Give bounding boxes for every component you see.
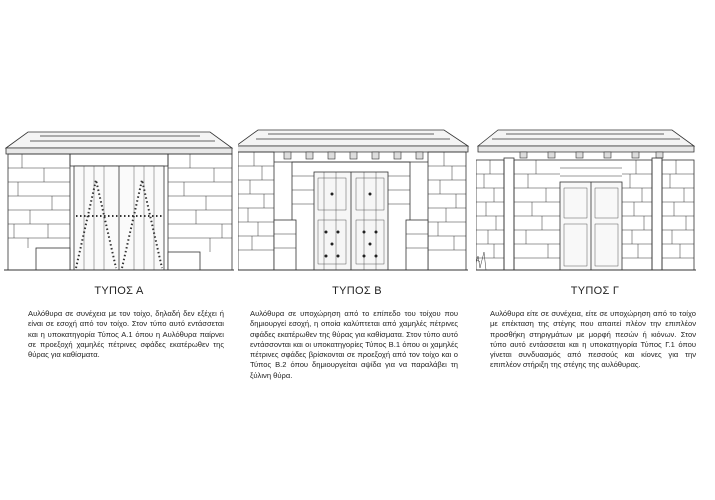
- gate-drawing-type-a: [0, 120, 238, 280]
- type-a-description: Αυλόθυρα σε συνέχεια με τον τοίχο, δηλαδή δεν εξέχει ή είναι σε εσοχή από τον τοίχο. Στον τύπο αυτό εντάσσεται και η υποκατηγορία Τύπος Α.1 όπου η Αυλόθυρα παίρνει σε προεξοχή χαμηλές πέτρινες σφάδες εκατέρωθεν της θύρας για καθίσματα.: [28, 309, 224, 360]
- panel-type-a: [0, 0, 238, 500]
- gate-drawing-type-b: [238, 120, 476, 280]
- type-b-description: Αυλόθυρα σε υποχώρηση από το επίπεδο του τοίχου που δημιουργεί εσοχή, η οποία καλύπτεται από χαμηλές πέτρινες σφάδες εκατέρωθεν της θύρας για καθίσματα. Στον τύπο αυτό εντάσσονται και οι υποκατηγορίες Τύπος Β.1 όπου οι χαμηλές πέτρινες σφάδες βρίσκονται σε προεξοχή από τον τοίχο και ο Τύπος Β.2 όπου δημιουργείται αψίδα για να παραλάβει τη ξύλινη θύρα.: [250, 309, 458, 380]
- type-b-label: ΤΥΠΟΣ Β: [332, 285, 382, 297]
- gate-drawing-type-c: [476, 120, 714, 280]
- panel-type-b: [238, 0, 476, 500]
- type-a-label: ΤΥΠΟΣ Α: [94, 285, 144, 297]
- type-c-description: Αυλόθυρα είτε σε συνέχεια, είτε σε υποχώρηση από το τοίχο με επέκταση της στέγης που απαιτεί πλέον την επιπλέον προσθήκη στηριγμάτων με μορφή πεσών ή κιόνων. Στον τύπο αυτό εντάσσεται και η υποκατηγορία Τύπος Γ.1 όπου γίνεται συνδυασμός από πεσσούς και κίονες για την επιπλέον στήριξη της στέγης της αυλόθυρας.: [490, 309, 696, 370]
- type-c-label: ΤΥΠΟΣ Γ: [570, 285, 620, 297]
- panel-type-c: [476, 0, 714, 500]
